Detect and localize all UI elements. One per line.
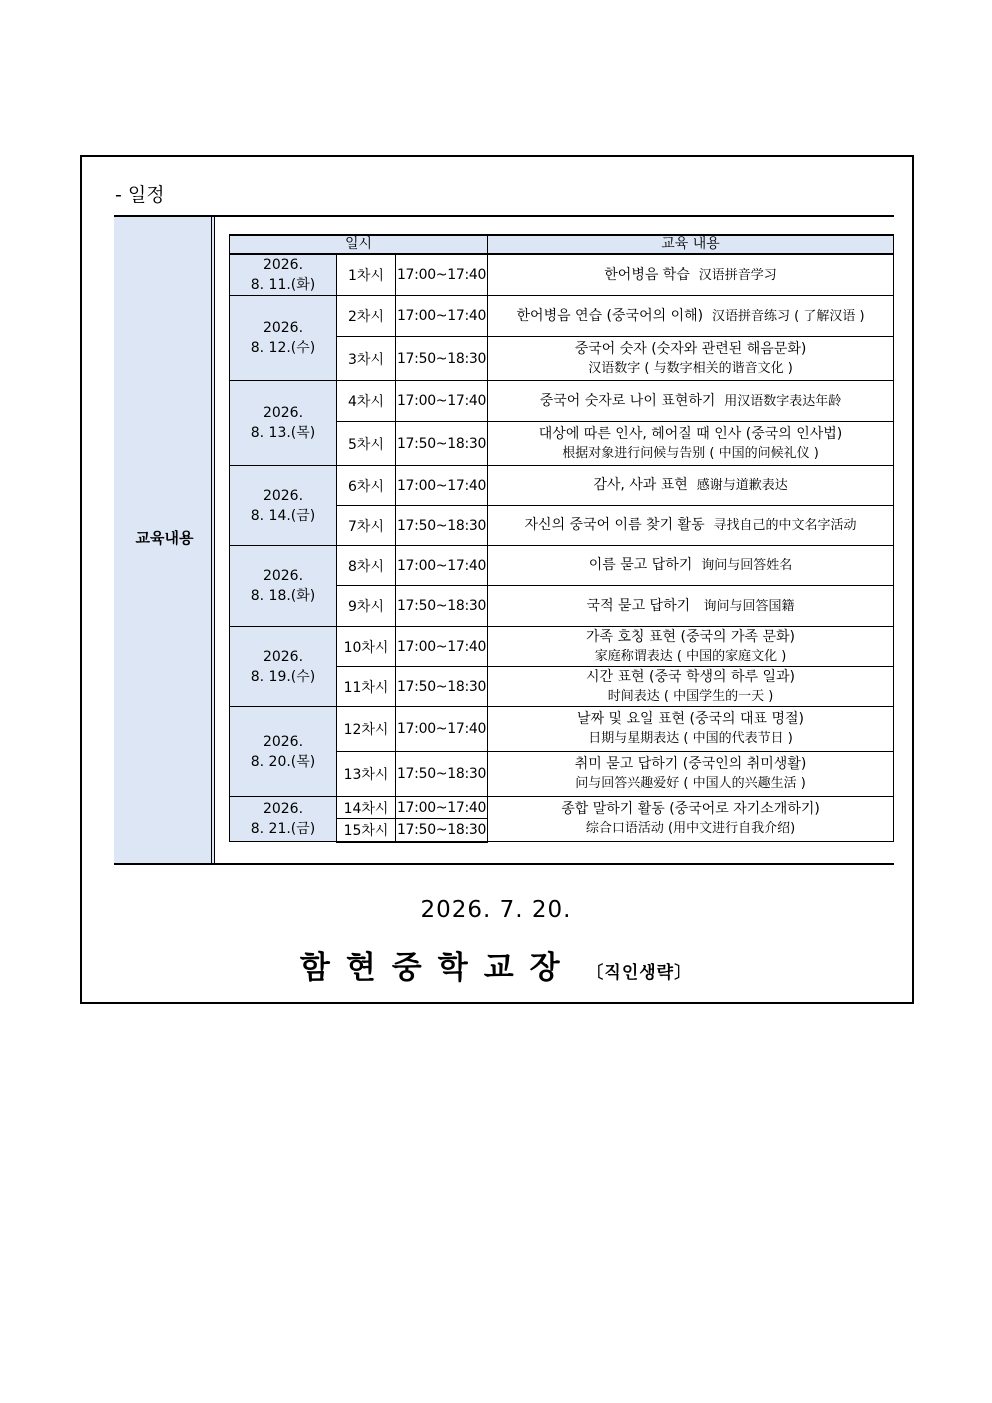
session-cell: 7차시 [337, 506, 396, 546]
date-year: 2026. [262, 320, 304, 336]
session-cell: 9차시 [337, 586, 396, 627]
session-cell: 8차시 [337, 546, 396, 586]
date-cell [230, 707, 337, 797]
content-zh: 询问与回答姓名 [701, 558, 793, 573]
table-header-row [230, 235, 894, 254]
time-cell: 17:00~17:40 [396, 466, 488, 506]
date-day: 8. 19.(수) [250, 668, 316, 685]
table-row [230, 627, 894, 667]
header-content: 교육 내용 [488, 235, 894, 254]
date-cell [230, 627, 337, 707]
session-cell: 14차시 [337, 797, 396, 819]
date-day: 8. 11.(화) [250, 277, 316, 293]
content-zh: 感谢与道歉表达 [696, 478, 788, 493]
content-cell [488, 254, 894, 296]
time-cell: 17:50~18:30 [396, 667, 488, 707]
content-cell [488, 707, 894, 752]
schedule-section [114, 215, 894, 865]
label-column [114, 217, 215, 863]
time-cell: 17:50~18:30 [396, 506, 488, 546]
time-cell: 17:00~17:40 [396, 797, 488, 819]
content-cell [488, 296, 894, 337]
content-cell [488, 506, 894, 546]
date-day: 8. 14.(금) [250, 507, 316, 524]
date-year: 2026. [262, 733, 304, 750]
content-zh: 根据对象进行问候与告别 ( 中国的问候礼仪 ) [562, 445, 819, 461]
content-ko: 한어병음 연습 (중국어의 이해) [516, 307, 704, 324]
date-year: 2026. [262, 648, 304, 665]
section-title: - 일정 [115, 184, 165, 206]
content-cell [488, 466, 894, 506]
time-cell: 17:00~17:40 [396, 546, 488, 586]
date-year: 2026. [262, 405, 304, 421]
session-cell: 6차시 [337, 466, 396, 506]
content-cell [488, 586, 894, 627]
content-cell [488, 627, 894, 667]
date-cell [230, 296, 337, 381]
schedule-table [229, 234, 894, 843]
table-row [230, 546, 894, 586]
time-cell: 17:50~18:30 [396, 422, 488, 466]
date-year: 2026. [262, 568, 304, 584]
content-cell [488, 667, 894, 707]
content-ko: 시간 표현 (중국 학생의 하루 일과) [586, 668, 796, 685]
date-year: 2026. [262, 257, 304, 273]
content-ko: 날짜 및 요일 표현 (중국의 대표 명절) [577, 711, 805, 727]
session-cell: 5차시 [337, 422, 396, 466]
content-cell [488, 752, 894, 797]
content-zh: 综合口语活动 (用中文进行自我介绍) [585, 821, 796, 836]
content-zh: 寻找自己的中文名字活动 [713, 518, 857, 533]
time-cell: 17:00~17:40 [396, 254, 488, 296]
session-cell: 1차시 [337, 254, 396, 296]
date-day: 8. 20.(목) [250, 753, 316, 770]
content-zh: 日期与星期表达 ( 中国的代表节日 ) [588, 731, 793, 746]
content-ko: 감사, 사과 표현 [593, 477, 688, 493]
time-cell: 17:50~18:30 [396, 337, 488, 381]
date-cell [230, 546, 337, 627]
content-ko: 중국어 숫자 (숫자와 관련된 해음문화) [574, 340, 807, 357]
label-education-content: 교육내용 [135, 529, 194, 547]
content-zh: 用汉语数字表达年龄 [724, 393, 842, 409]
content-ko: 가족 호칭 표현 (중국의 가족 문화) [586, 628, 796, 645]
session-cell: 2차시 [337, 296, 396, 337]
table-row [230, 707, 894, 752]
content-ko: 이름 묻고 답하기 [588, 557, 693, 573]
date-cell [230, 381, 337, 466]
content-ko: 대상에 따른 인사, 헤어질 때 인사 (중국의 인사법) [538, 425, 843, 442]
table-row [230, 466, 894, 506]
content-zh: 家庭称谓表达 ( 中国的家庭文化 ) [594, 648, 787, 664]
document-date: 2026. 7. 20. [420, 897, 572, 923]
content-ko: 중국어 숫자로 나이 표현하기 [539, 392, 716, 409]
content-cell [488, 381, 894, 422]
content-zh: 问与回答兴趣爱好 ( 中国人的兴趣生活 ) [575, 776, 806, 791]
date-day: 8. 21.(금) [250, 821, 316, 837]
time-cell: 17:00~17:40 [396, 381, 488, 422]
session-cell: 11차시 [337, 667, 396, 707]
date-cell [230, 466, 337, 546]
signature-line [0, 942, 992, 987]
content-ko: 종합 말하기 활동 (중국어로 자기소개하기) [561, 801, 820, 817]
table-row [230, 254, 894, 296]
date-day: 8. 13.(목) [250, 425, 316, 441]
content-zh: 汉语拼音练习 ( 了解汉语 ) [711, 308, 865, 324]
session-cell: 12차시 [337, 707, 396, 752]
time-cell: 17:00~17:40 [396, 627, 488, 667]
table-row [230, 381, 894, 422]
date-cell [230, 254, 337, 296]
seal-note: 〔직인생략〕 [586, 963, 693, 983]
session-cell: 13차시 [337, 752, 396, 797]
time-cell: 17:00~17:40 [396, 707, 488, 752]
content-zh: 汉语数字 ( 与数字相关的谐音文化 ) [588, 360, 793, 376]
session-cell: 4차시 [337, 381, 396, 422]
content-zh: 时间表达 ( 中国学生的一天 ) [607, 688, 774, 704]
content-cell [488, 546, 894, 586]
table-row [230, 296, 894, 337]
table-row [230, 797, 894, 819]
content-ko: 한어병음 학습 [604, 266, 690, 283]
time-cell: 17:50~18:30 [396, 586, 488, 627]
content-cell [488, 337, 894, 381]
date-day: 8. 12.(수) [250, 340, 316, 356]
content-ko: 취미 묻고 답하기 (중국인의 취미생활) [574, 756, 807, 772]
content-ko: 자신의 중국어 이름 찾기 활동 [524, 517, 705, 533]
content-cell [488, 422, 894, 466]
content-ko: 국적 묻고 답하기 [586, 597, 691, 614]
header-date-time: 일시 [230, 235, 488, 254]
session-cell: 10차시 [337, 627, 396, 667]
content-cell [488, 797, 894, 842]
date-year: 2026. [262, 487, 304, 504]
content-zh: 询问与回答国籍 [703, 598, 795, 614]
date-cell [230, 797, 337, 842]
signer-name: 함현중학교장 [299, 950, 576, 986]
session-cell: 3차시 [337, 337, 396, 381]
time-cell: 17:50~18:30 [396, 819, 488, 842]
time-cell: 17:50~18:30 [396, 752, 488, 797]
date-day: 8. 18.(화) [250, 588, 316, 604]
session-cell: 15차시 [337, 819, 396, 842]
time-cell: 17:00~17:40 [396, 296, 488, 337]
content-zh: 汉语拼音学习 [698, 267, 777, 283]
date-year: 2026. [262, 801, 304, 817]
